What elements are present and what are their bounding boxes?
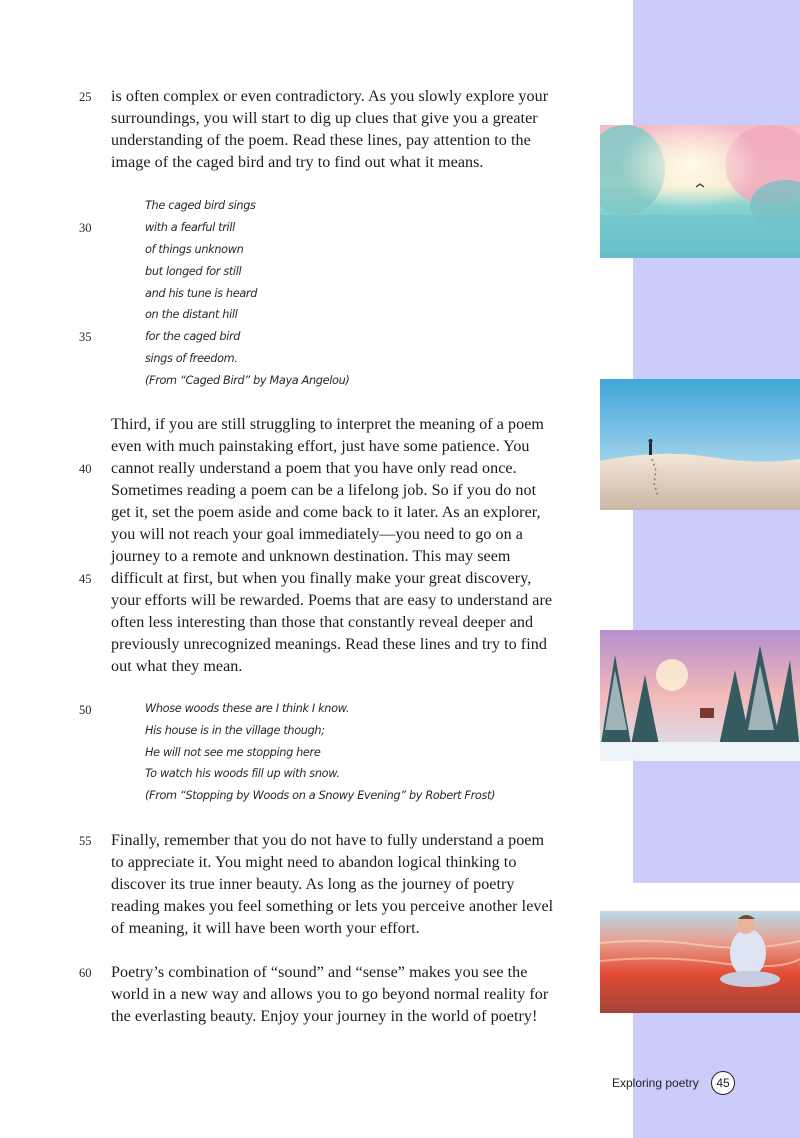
- poem-line: The caged bird sings: [145, 199, 256, 212]
- text-line: the everlasting beauty. Enjoy your journey in the world of poetry!: [111, 1008, 538, 1025]
- poem-line: and his tune is heard: [145, 287, 258, 300]
- poem-line: He will not see me stopping here: [145, 746, 321, 759]
- line-number: 25: [79, 90, 92, 104]
- text-line: is often complex or even contradictory. As you slowly explore your: [111, 88, 549, 105]
- text-line: even with much painstaking effort, just have some patience. You: [111, 438, 530, 455]
- text-line: image of the caged bird and try to find out what it means.: [111, 154, 484, 171]
- line-number: 55: [79, 834, 92, 848]
- poem-line: His house is in the village though;: [145, 724, 325, 737]
- text-line: of meaning, it will have been worth your effort.: [111, 920, 420, 937]
- text-line: difficult at first, but when you finally make your great discovery,: [111, 570, 532, 587]
- photo-snowy-forest: [600, 630, 800, 761]
- text-line: to appreciate it. You might need to abandon logical thinking to: [111, 854, 517, 871]
- text-line: cannot really understand a poem that you have only read once.: [111, 460, 517, 477]
- poem-line: Whose woods these are I think I know.: [145, 702, 350, 715]
- line-number: 35: [79, 330, 92, 344]
- poem-line: on the distant hill: [145, 308, 238, 321]
- photo-desert-walker: [600, 379, 800, 510]
- poem-citation: (From “Stopping by Woods on a Snowy Evening” by Robert Frost): [145, 789, 496, 802]
- text-line: understanding of the poem. Read these lines, pay attention to the: [111, 132, 531, 149]
- line-number: 60: [79, 966, 92, 980]
- poem-line: of things unknown: [145, 243, 244, 256]
- text-line: Third, if you are still struggling to interpret the meaning of a poem: [111, 416, 544, 433]
- text-line: out what they mean.: [111, 658, 243, 675]
- line-number: 30: [79, 221, 92, 235]
- line-number: 45: [79, 572, 92, 586]
- text-line: reading makes you feel something or lets you perceive another level: [111, 898, 554, 915]
- running-footer: Exploring poetry: [612, 1076, 699, 1090]
- text-line: surroundings, you will start to dig up clues that give you a greater: [111, 110, 538, 127]
- text-line: previously unrecognized meanings. Read these lines and try to find: [111, 636, 547, 653]
- text-line: often less interesting than those that constantly reveal deeper and: [111, 614, 534, 631]
- text-line: Finally, remember that you do not have to fully understand a poem: [111, 832, 545, 849]
- line-number: 40: [79, 462, 92, 476]
- text-line: Sometimes reading a poem can be a lifelong job. So if you do not: [111, 482, 537, 499]
- line-number: 50: [79, 703, 92, 717]
- poem-citation: (From “Caged Bird” by Maya Angelou): [145, 374, 350, 387]
- text-line: discover its true inner beauty. As long as the journey of poetry: [111, 876, 515, 893]
- text-line: you will not reach your goal immediately—you need to go on a: [111, 526, 523, 543]
- poem-line: for the caged bird: [145, 330, 241, 343]
- photo-seaside-sunset: [600, 883, 800, 1013]
- text-line: journey to a remote and unknown destination. This may seem: [111, 548, 511, 565]
- text-line: Poetry’s combination of “sound” and “sense” makes you see the: [111, 964, 528, 981]
- poem-line: To watch his woods fill up with snow.: [145, 767, 340, 780]
- text-line: your efforts will be rewarded. Poems that are easy to understand are: [111, 592, 553, 609]
- poem-line: with a fearful trill: [145, 221, 235, 234]
- page-number: 45: [711, 1071, 735, 1095]
- poem-line: sings of freedom.: [145, 352, 238, 365]
- photo-sky-bird: [600, 125, 800, 258]
- text-line: get it, set the poem aside and come back to it later. As an explorer,: [111, 504, 541, 521]
- text-line: world in a new way and allows you to go beyond normal reality for: [111, 986, 549, 1003]
- poem-line: but longed for still: [145, 265, 242, 278]
